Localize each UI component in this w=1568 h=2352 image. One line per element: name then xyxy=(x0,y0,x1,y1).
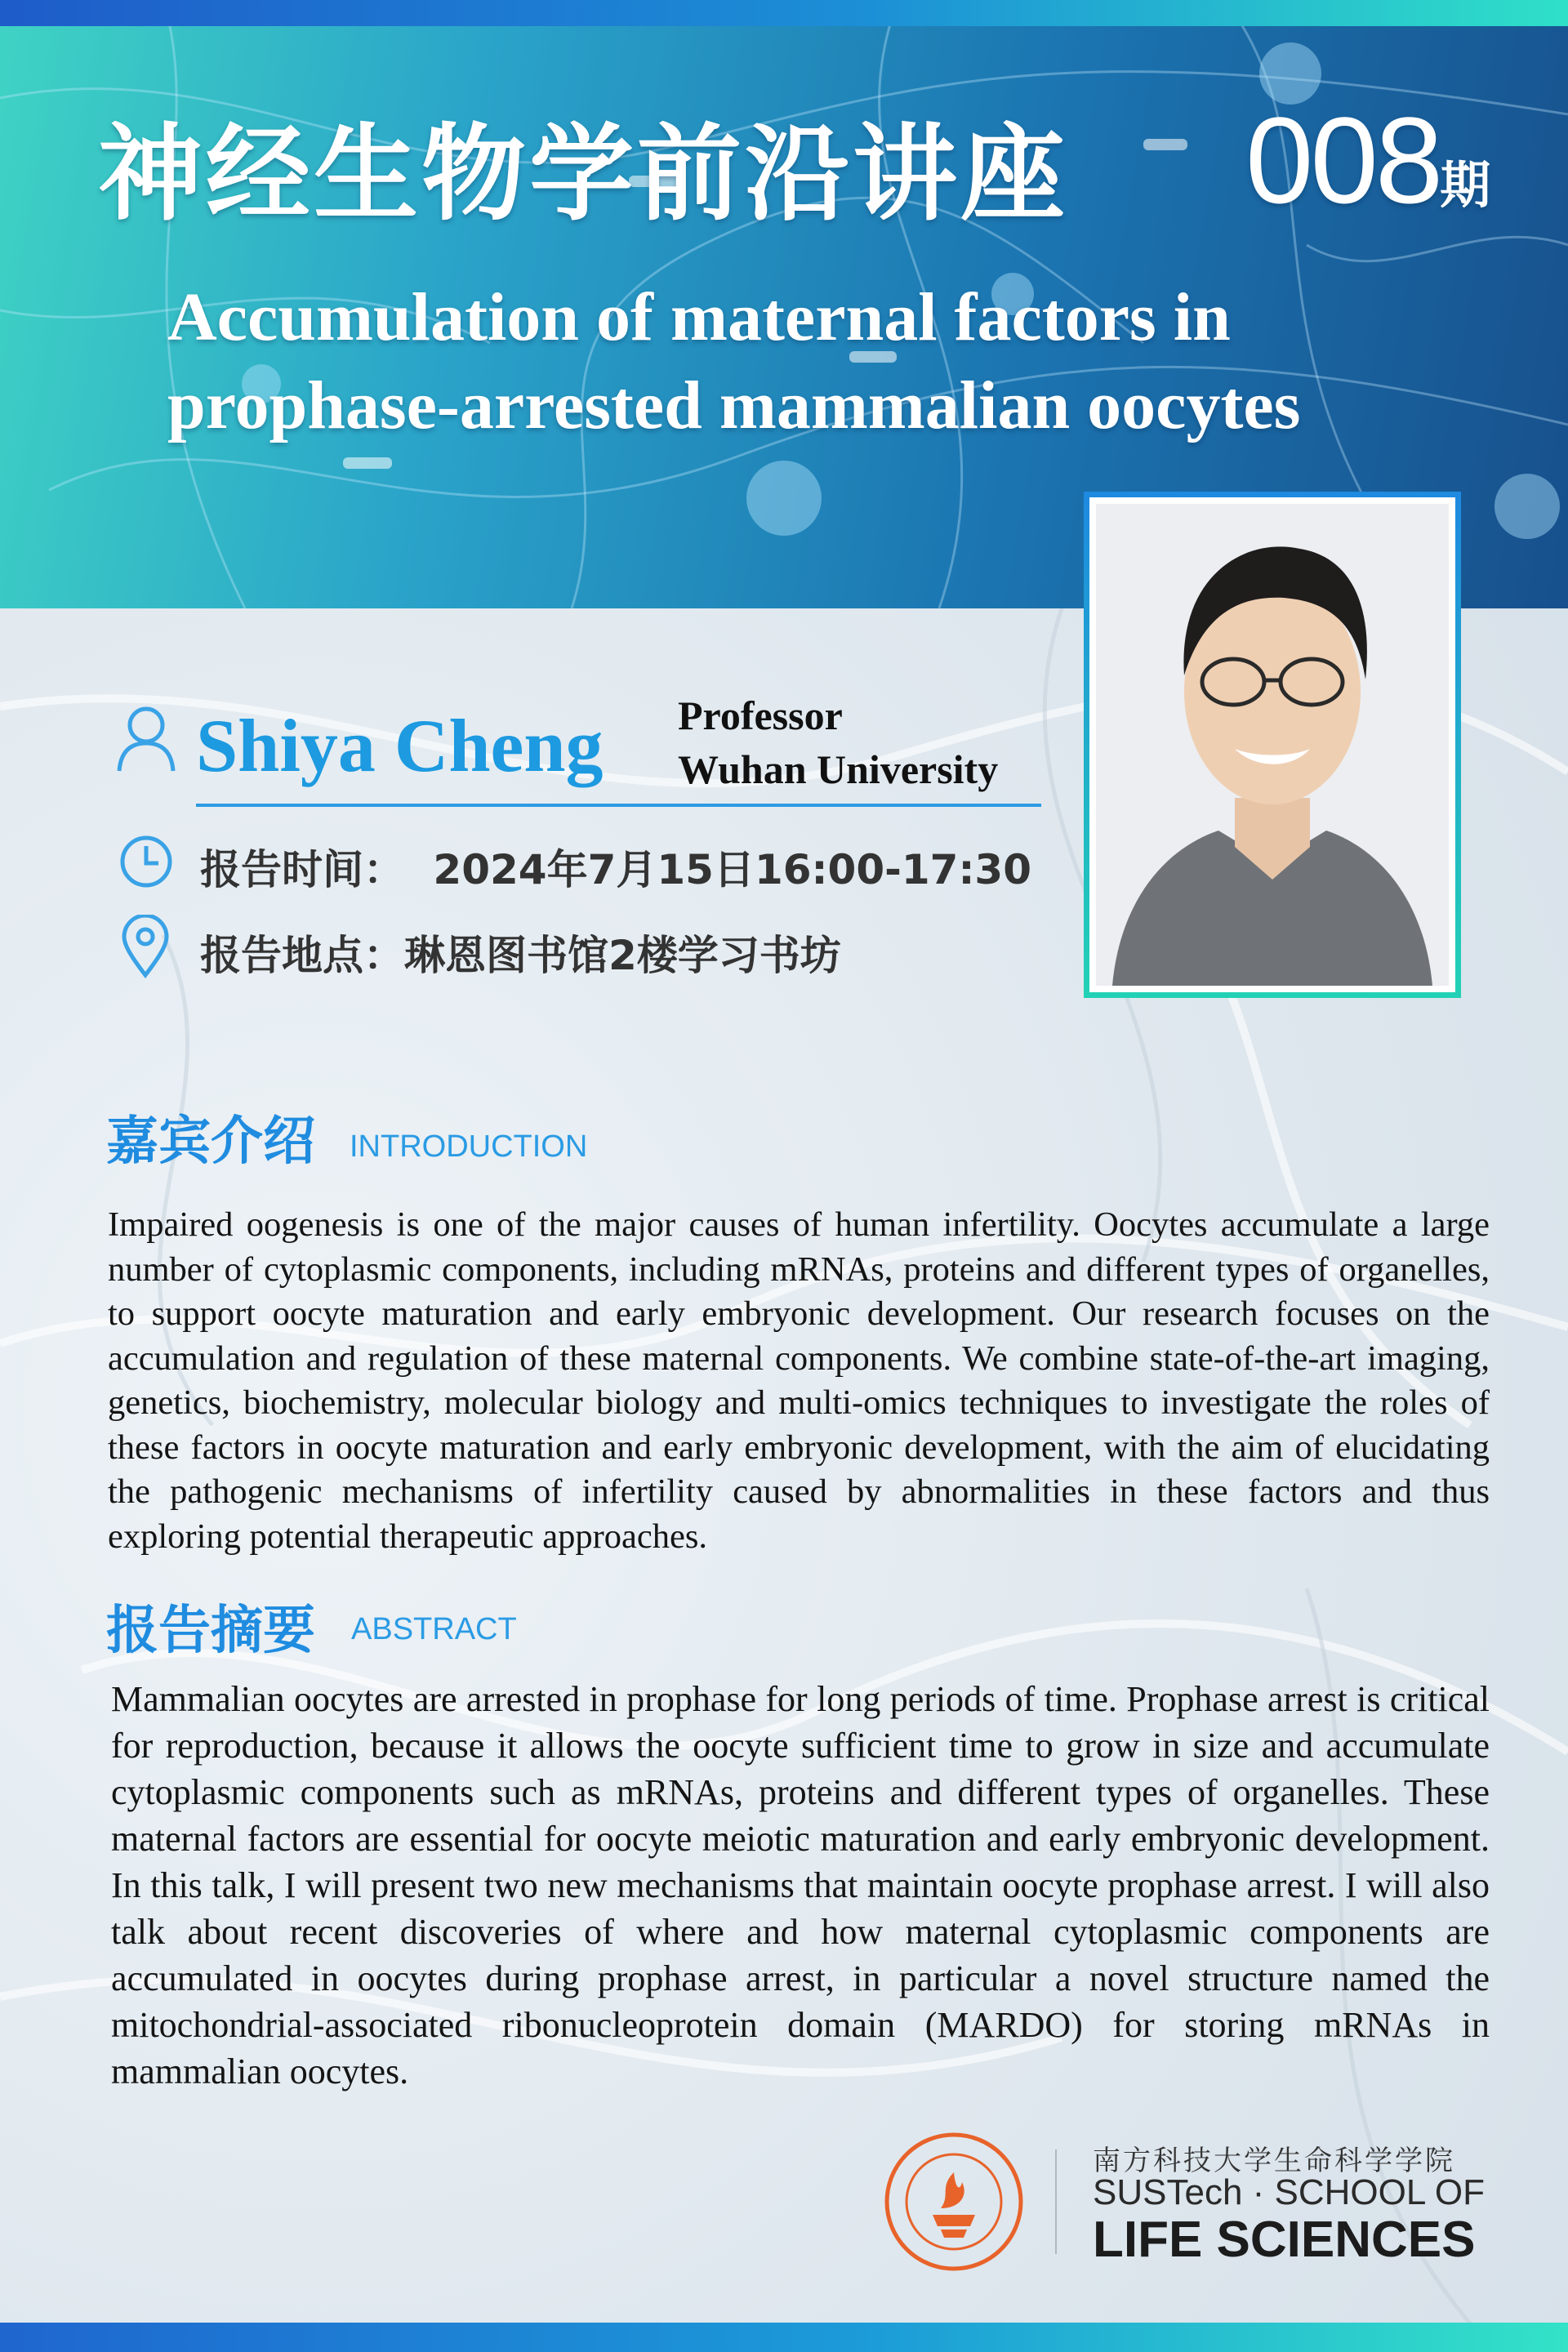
time-label: 报告时间： xyxy=(200,846,404,893)
issue-number-value: 008 xyxy=(1245,91,1441,229)
bottom-color-stripe xyxy=(0,2323,1568,2352)
place-value: 琳恩图书馆2楼学习书坊 xyxy=(404,932,841,979)
place-label: 报告地点： xyxy=(200,932,404,979)
speaker-affiliation-block xyxy=(678,688,998,796)
speaker-photo xyxy=(1084,492,1461,998)
talk-title-line-2: prophase-arrested mammalian oocytes xyxy=(167,368,1301,443)
speaker-portrait-image xyxy=(1096,504,1449,986)
abstract-text: Mammalian oocytes are arrested in prophase for long periods of time. Prophase arrest is critical for reproduction, because it allows the oocyte sufficient time to grow in size and accumulate cytoplasmic components such as mRNAs, proteins and different types of organelles. These maternal factors are essential for oocyte meiotic maturation and early embryonic development. In this talk, I will present two new mechanisms that maintain oocyte prophase arrest. I will also talk about recent discoveries of where and how maternal cytoplasmic components are accumulated in oocytes during prophase arrest, in particular a novel structure named the mitochondrial-associated ribonucleoprotein domain (MARDO) for storing mRNAs in mammalian oocytes. xyxy=(111,1679,1490,2091)
talk-location xyxy=(200,923,841,982)
school-name-en-line-2: LIFE SCIENCES xyxy=(1093,2212,1476,2268)
footer-divider xyxy=(1055,2149,1057,2254)
series-title: 神经生物学前沿讲座 xyxy=(98,114,1069,235)
time-value: 2024年7月15日16:00-17:30 xyxy=(433,846,1032,893)
talk-title-line-1: Accumulation of maternal factors in xyxy=(167,279,1231,355)
talk-title xyxy=(167,274,1441,450)
talk-time xyxy=(200,837,1031,896)
issue-unit: 期 xyxy=(1440,155,1491,215)
speaker-position: Professor xyxy=(678,693,843,738)
person-icon xyxy=(116,704,176,773)
speaker-affiliation: Wuhan University xyxy=(678,746,999,792)
top-color-stripe xyxy=(0,0,1568,26)
abstract-heading-en: ABSTRACT xyxy=(351,1612,517,1646)
introduction-text: Impaired oogenesis is one of the major causes of human infertility. Oocytes accumulate a large number of cytoplasmic components, including mRNAs, proteins and different types of organelles, to support oocyte maturation and early embryonic development. Our research focuses on the accumulation and regulation of these maternal components. We combine state-of-the-art imaging, genetics, biochemistry, molecular biology and multi-omics techniques to investigate the roles of these factors in oocyte maturation and early embryonic development, with the aim of elucidating the pathogenic mechanisms of infertility caused by abnormalities in these factors and thus exploring potential therapeutic approaches. xyxy=(108,1205,1490,1556)
issue-number xyxy=(1245,90,1490,231)
school-name-en-line-1: SUSTech · SCHOOL OF xyxy=(1093,2172,1486,2212)
abstract-heading: 报告摘要 xyxy=(106,1601,315,1661)
introduction-heading: 嘉宾介绍 xyxy=(106,1111,315,1172)
introduction-heading-en: INTRODUCTION xyxy=(350,1129,588,1164)
location-pin-icon xyxy=(121,915,170,978)
speaker-underline xyxy=(196,804,1041,807)
university-seal-logo xyxy=(882,2130,1026,2274)
speaker-name: Shiya Cheng xyxy=(196,704,604,787)
school-name-cn: 南方科技大学生命科学学院 xyxy=(1093,2145,1455,2177)
clock-icon xyxy=(119,835,173,889)
